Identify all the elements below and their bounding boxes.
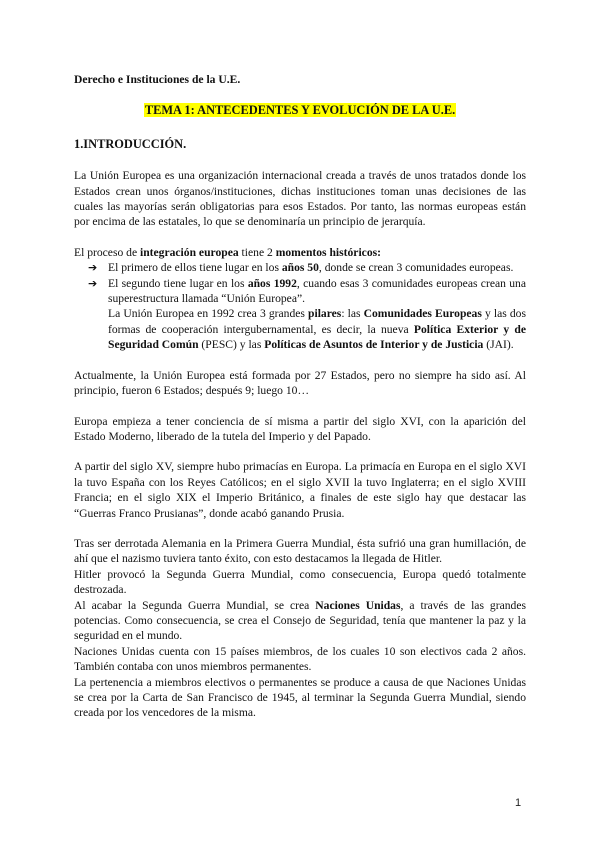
list-item (74, 260, 526, 275)
item2-bold: años 1992 (247, 276, 297, 290)
pillars-text-1: La Unión Europea en 1992 crea 3 grandes (108, 307, 309, 321)
alemania-paragraph: Tras ser derrotada Alemania en la Primera Guerra Mundial, ésta sufrió una gran humillación, de ahí que el nazismo tuviera tanto éxito, con esto destacamos la llegada de Hitler. (74, 536, 526, 566)
pillars-text-3: y las dos formas de cooperación intergubernamental, es decir, la nueva (108, 307, 526, 336)
pertenencia-paragraph: La pertenencia a miembros electivos o permanentes se produce a causa de que Naciones Unidas se crea por la Carta de San Francisco de 1945, al terminar la Segunda Guerra Mundial, siendo creada por los vencedores de la misma. (74, 675, 526, 720)
pillars-text-2: : las (341, 307, 364, 321)
intro-paragraph: La Unión Europea es una organización internacional creada a través de unos tratados donde los Estados crean unos órganos/instituciones, dichas instituciones toman unas decisiones de las cuales las mayorías serán obligatorias para esos Estados. Por tanto, las normas europeas están por encima de las estatales, lo que se denominaría un principio de jerarquía. (74, 169, 526, 229)
hitler-paragraph: Hitler provocó la Segunda Guerra Mundial, como consecuencia, Europa quedó totalmente destrozada. (74, 567, 526, 597)
pillars-bold-4: Políticas de Asuntos de Interior y de Justicia (264, 338, 484, 352)
pillars-paragraph (74, 306, 526, 352)
item1-text-2: , donde se crean 3 comunidades europeas. (318, 261, 514, 275)
primacia-paragraph: A partir del siglo XV, siempre hubo primacías en Europa. La primacía en Europa en el siglo XVI la tuvo España con los Reyes Católicos; en el siglo XVII la tuvo Inglaterra; en el siglo XVIII Francia; en el siglo XIX el Imperio Británico, a finales de este siglo hay que destacar las “Guerras Franco Prusianas”, donde acabó ganando Prusia. (74, 460, 526, 520)
document-title: Derecho e Instituciones de la U.E. (74, 73, 241, 86)
arrow-right-icon: ➔ (88, 261, 98, 275)
nu-bold: Naciones Unidas (315, 598, 401, 612)
pillars-bold-1: pilares (308, 307, 342, 321)
item2-text-2: , cuando esas 3 comunidades europeas crean una superestructura llamada “Unión Europea”. (108, 276, 526, 306)
miembros-paragraph: Naciones Unidas cuenta con 15 países miembros, de los cuales 10 son electivos cada 2 años. También contaba con unos miembros permanentes. (74, 644, 526, 674)
historical-moments-list (74, 260, 526, 352)
europa-paragraph: Europa empieza a tener conciencia de sí misma a partir del siglo XVI, con la aparición del Estado Moderno, liberado de la tutela del Imperio y del Papado. (74, 414, 526, 443)
nu-text-2: , a través de las grandes potencias. Como consecuencia, se crea el Consejo de Seguridad, tenía que mantener la paz y la seguridad en el mundo. (74, 598, 526, 643)
arrow-right-icon: ➔ (88, 276, 98, 290)
integration-lead-text-2: tiene 2 (238, 245, 276, 259)
item1-bold: años 50 (281, 261, 319, 275)
document-body (74, 72, 526, 721)
actualmente-paragraph: Actualmente, la Unión Europea está formada por 27 Estados, pero no siempre ha sido así. Al principio, fueron 6 Estados; después 9; luego 10… (74, 368, 526, 398)
naciones-unidas-paragraph (74, 598, 526, 644)
page-number: 1 (515, 797, 522, 809)
pillars-bold-2: Comunidades Europeas (363, 307, 482, 321)
pillars-bold-3: Política Exterior y de Seguridad Común (108, 322, 526, 352)
nu-text-1: Al acabar la Segunda Guerra Mundial, se crea (74, 598, 316, 612)
section-title: 1.INTRODUCCIÓN. (74, 136, 187, 151)
pillars-text-5: (JAI). (483, 338, 514, 352)
integration-lead-bold-1: integración europea (140, 245, 239, 259)
item2-text-1: El segundo tiene lugar en los (108, 276, 248, 290)
integration-lead (74, 245, 526, 260)
list-item (74, 276, 526, 307)
tema-title (74, 103, 526, 118)
pillars-text-4: (PESC) y las (198, 338, 265, 352)
integration-lead-text-1: El proceso de (74, 245, 140, 259)
tema-title-highlight: TEMA 1: ANTECEDENTES Y EVOLUCIÓN DE LA U.E. (144, 103, 456, 118)
integration-lead-bold-2: momentos históricos: (275, 245, 381, 259)
item1-text-1: El primero de ellos tiene lugar en los (108, 261, 282, 275)
